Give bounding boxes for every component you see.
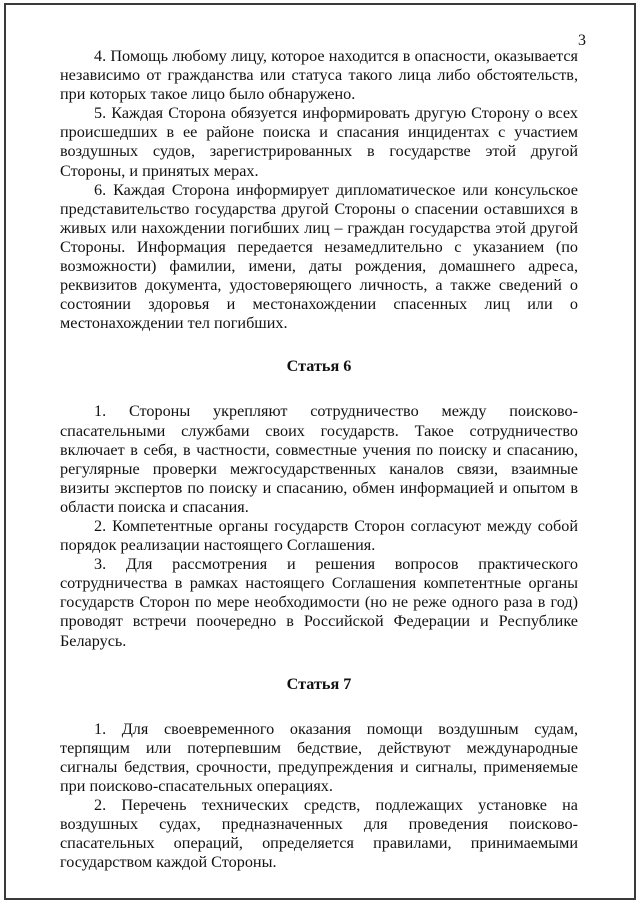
- page-number: 3: [578, 32, 586, 49]
- document-page: [4, 3, 636, 900]
- paragraph-5-6: 6. Каждая Сторона информирует дипломатическое или консульское представительство государства другой Стороны о спасении оставшихся в живых или нахождении погибших лиц – граждан государства этой другой Стороны. Информация передается незамедлительно с указанием (по возможности) фамилии, имени, даты рождения, домашнего адреса, реквизитов документа, удостоверяющего личность, а также сведений о состоянии здоровья и местонахождении спасенных лиц или о местонахождении тел погибших.: [60, 180, 578, 333]
- paragraph-7-1: 1. Для своевременного оказания помощи воздушным судам, терпящим или потерпевшим бедствие, действуют международные сигналы бедствия, срочности, предупреждения и сигналы, применяемые при поисково-спасательных операциях.: [60, 719, 578, 795]
- paragraph-7-2: 2. Перечень технических средств, подлежащих установке на воздушных судах, предназначенных для проведения поисково-спасательных операций, определяется правилами, принимаемыми государством каждой Стороны.: [60, 796, 578, 872]
- article-7-heading: Статья 7: [286, 674, 352, 693]
- document-body: [60, 47, 578, 872]
- paragraph-5-5: 5. Каждая Сторона обязуется информировать другую Сторону о всех происшедших в ее районе поиска и спасания инцидентах с участием воздушных судов, зарегистрированных в государстве этой другой Стороны, и принятых мерах.: [60, 104, 578, 180]
- paragraph-5-4: 4. Помощь любому лицу, которое находится в опасности, оказывается независимо от гражданства или статуса такого лица либо обстоятельств, при которых такое лицо было обнаружено.: [60, 47, 578, 104]
- paragraph-6-2: 2. Компетентные органы государств Сторон согласуют между собой порядок реализации настоящего Соглашения.: [60, 516, 578, 555]
- article-6-heading: Статья 6: [286, 357, 352, 376]
- paragraph-6-3: 3. Для рассмотрения и решения вопросов практического сотрудничества в рамках настоящего Соглашения компетентные органы государств Сторон по мере необходимости (но не реже одного раза в год) проводят встречи поочередно в Российской Федерации и Республике Беларусь.: [60, 555, 578, 650]
- paragraph-6-1: 1. Стороны укрепляют сотрудничество между поисково-спасательными службами своих государств. Такое сотрудничество включает в себя, в частности, совместные учения по поиску и спасанию, регулярные проверки межгосударственных каналов связи, взаимные визиты экспертов по поиску и спасанию, обмен информацией и опытом в области поиска и спасания.: [60, 402, 578, 516]
